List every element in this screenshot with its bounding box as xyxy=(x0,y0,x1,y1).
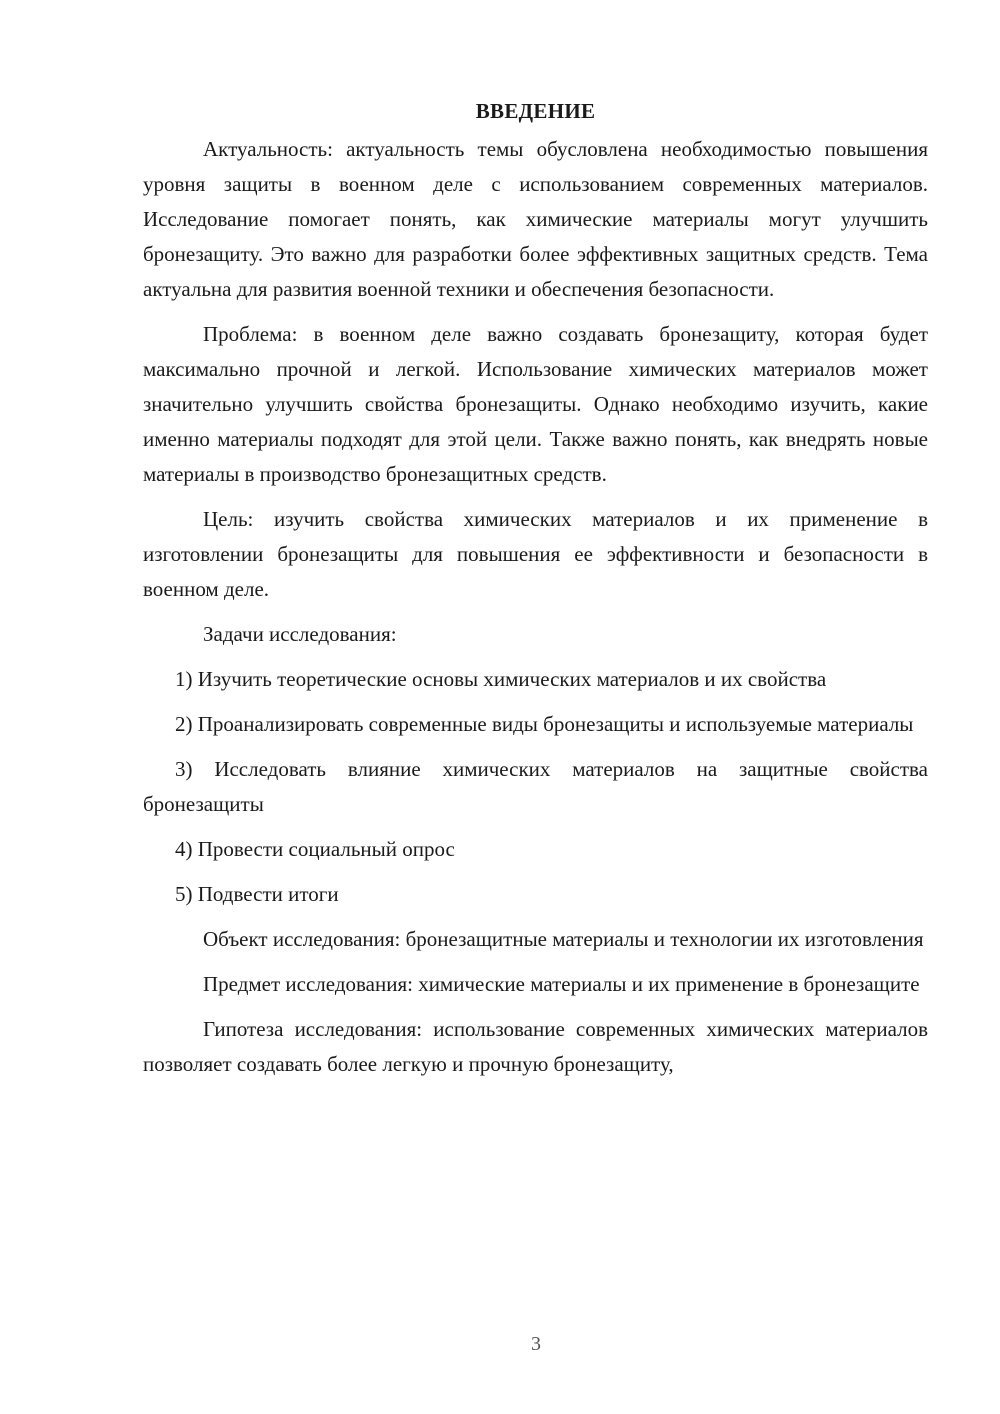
task-item-2: 2) Проанализировать современные виды бронезащиты и используемые материалы xyxy=(175,712,914,736)
paragraph-hypothesis: Гипотеза исследования: использование современных химических материалов позволяет создавать более легкую и прочную бронезащиту, xyxy=(143,1017,928,1076)
page-title: ВВЕДЕНИЕ xyxy=(475,99,596,123)
paragraph-relevance: Актуальность: актуальность темы обусловлена необходимостью повышения уровня защиты в военном деле с использованием современных материалов. Исследование помогает понять, как химические материалы могут улучшить бронезащиту. Это важно для разработки более эффективных защитных средств. Тема актуальна для развития военной техники и обеспечения безопасности. xyxy=(143,137,928,301)
task-item-3: 3) Исследовать влияние химических материалов на защитные свойства бронезащиты xyxy=(143,757,928,816)
paragraph-problem: Проблема: в военном деле важно создавать бронезащиту, которая будет максимально прочной и легкой. Использование химических материалов может значительно улучшить свойства бронезащиты. Однако необходимо изучить, какие именно материалы подходят для этой цели. Также важно понять, как внедрять новые материалы в производство бронезащитных средств. xyxy=(143,322,928,486)
task-item-1: 1) Изучить теоретические основы химических материалов и их свойства xyxy=(175,667,827,691)
paragraph-tasks-heading: Задачи исследования: xyxy=(203,622,397,646)
document-page xyxy=(143,96,928,1092)
task-item-4: 4) Провести социальный опрос xyxy=(175,837,455,861)
page-number: 3 xyxy=(531,1333,541,1355)
paragraph-subject: Предмет исследования: химические материалы и их применение в бронезащите xyxy=(203,972,920,996)
task-item-5: 5) Подвести итоги xyxy=(175,882,339,906)
paragraph-object: Объект исследования: бронезащитные материалы и технологии их изготовления xyxy=(203,927,924,951)
paragraph-goal: Цель: изучить свойства химических материалов и их применение в изготовлении бронезащиты для повышения ее эффективности и безопасности в военном деле. xyxy=(143,507,928,601)
